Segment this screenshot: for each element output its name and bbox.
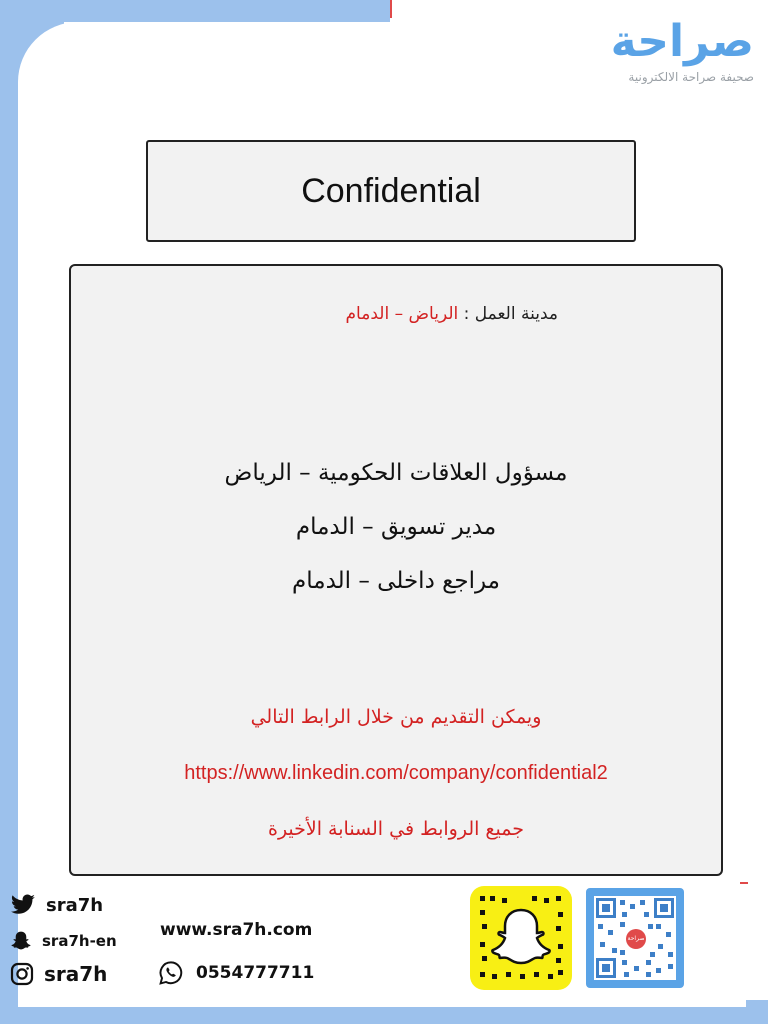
links-note: جميع الروابط في السنابة الأخيرة <box>267 818 525 840</box>
instagram-handle[interactable] <box>10 962 107 986</box>
whatsapp-icon <box>158 960 184 986</box>
frame-top-red-line <box>390 0 392 18</box>
instagram-handle-text: sra7h <box>44 962 108 986</box>
logo-tagline: صحيفة صراحة الالكترونية <box>628 70 754 84</box>
title-box <box>146 140 636 242</box>
main-content-box <box>69 264 723 876</box>
frame-top-band <box>0 0 390 22</box>
apply-link[interactable]: https://www.linkedin.com/company/confidential2 <box>184 762 608 784</box>
twitter-handle-text: sra7h <box>46 894 104 916</box>
twitter-handle[interactable] <box>10 894 103 916</box>
apply-text: ويمكن التقديم من خلال الرابط التالي <box>250 706 542 728</box>
instagram-icon <box>10 962 34 986</box>
work-city-label: مدينة العمل : <box>463 304 558 324</box>
phone-number-text: 0554777711 <box>196 963 315 983</box>
snapcode <box>470 886 572 990</box>
job-item: مدير تسويق – الدمام <box>295 514 497 540</box>
brand-logo <box>610 16 754 84</box>
qr-logo-badge: صراحة <box>626 929 646 949</box>
snapchat-ghost-icon <box>470 886 572 990</box>
snapchat-icon <box>10 930 32 952</box>
snapchat-handle[interactable] <box>10 930 117 952</box>
logo-wordmark: صراحة <box>610 16 754 67</box>
frame-top-right <box>390 0 768 16</box>
work-city-line <box>346 304 558 324</box>
work-city-value: الرياض – الدمام <box>345 304 459 324</box>
qr-code <box>586 888 684 988</box>
snapchat-handle-text: sra7h-en <box>42 932 117 950</box>
phone-number[interactable] <box>158 960 314 986</box>
qr-code-pattern <box>594 896 676 980</box>
red-dash-mark <box>740 882 748 884</box>
page-title: Confidential <box>301 171 481 210</box>
job-list <box>71 446 721 608</box>
job-item: مسؤول العلاقات الحكومية – الرياض <box>224 460 568 486</box>
twitter-icon <box>10 894 36 916</box>
website-link[interactable]: www.sra7h.com <box>160 920 313 940</box>
job-item: مراجع داخلى – الدمام <box>292 568 500 594</box>
